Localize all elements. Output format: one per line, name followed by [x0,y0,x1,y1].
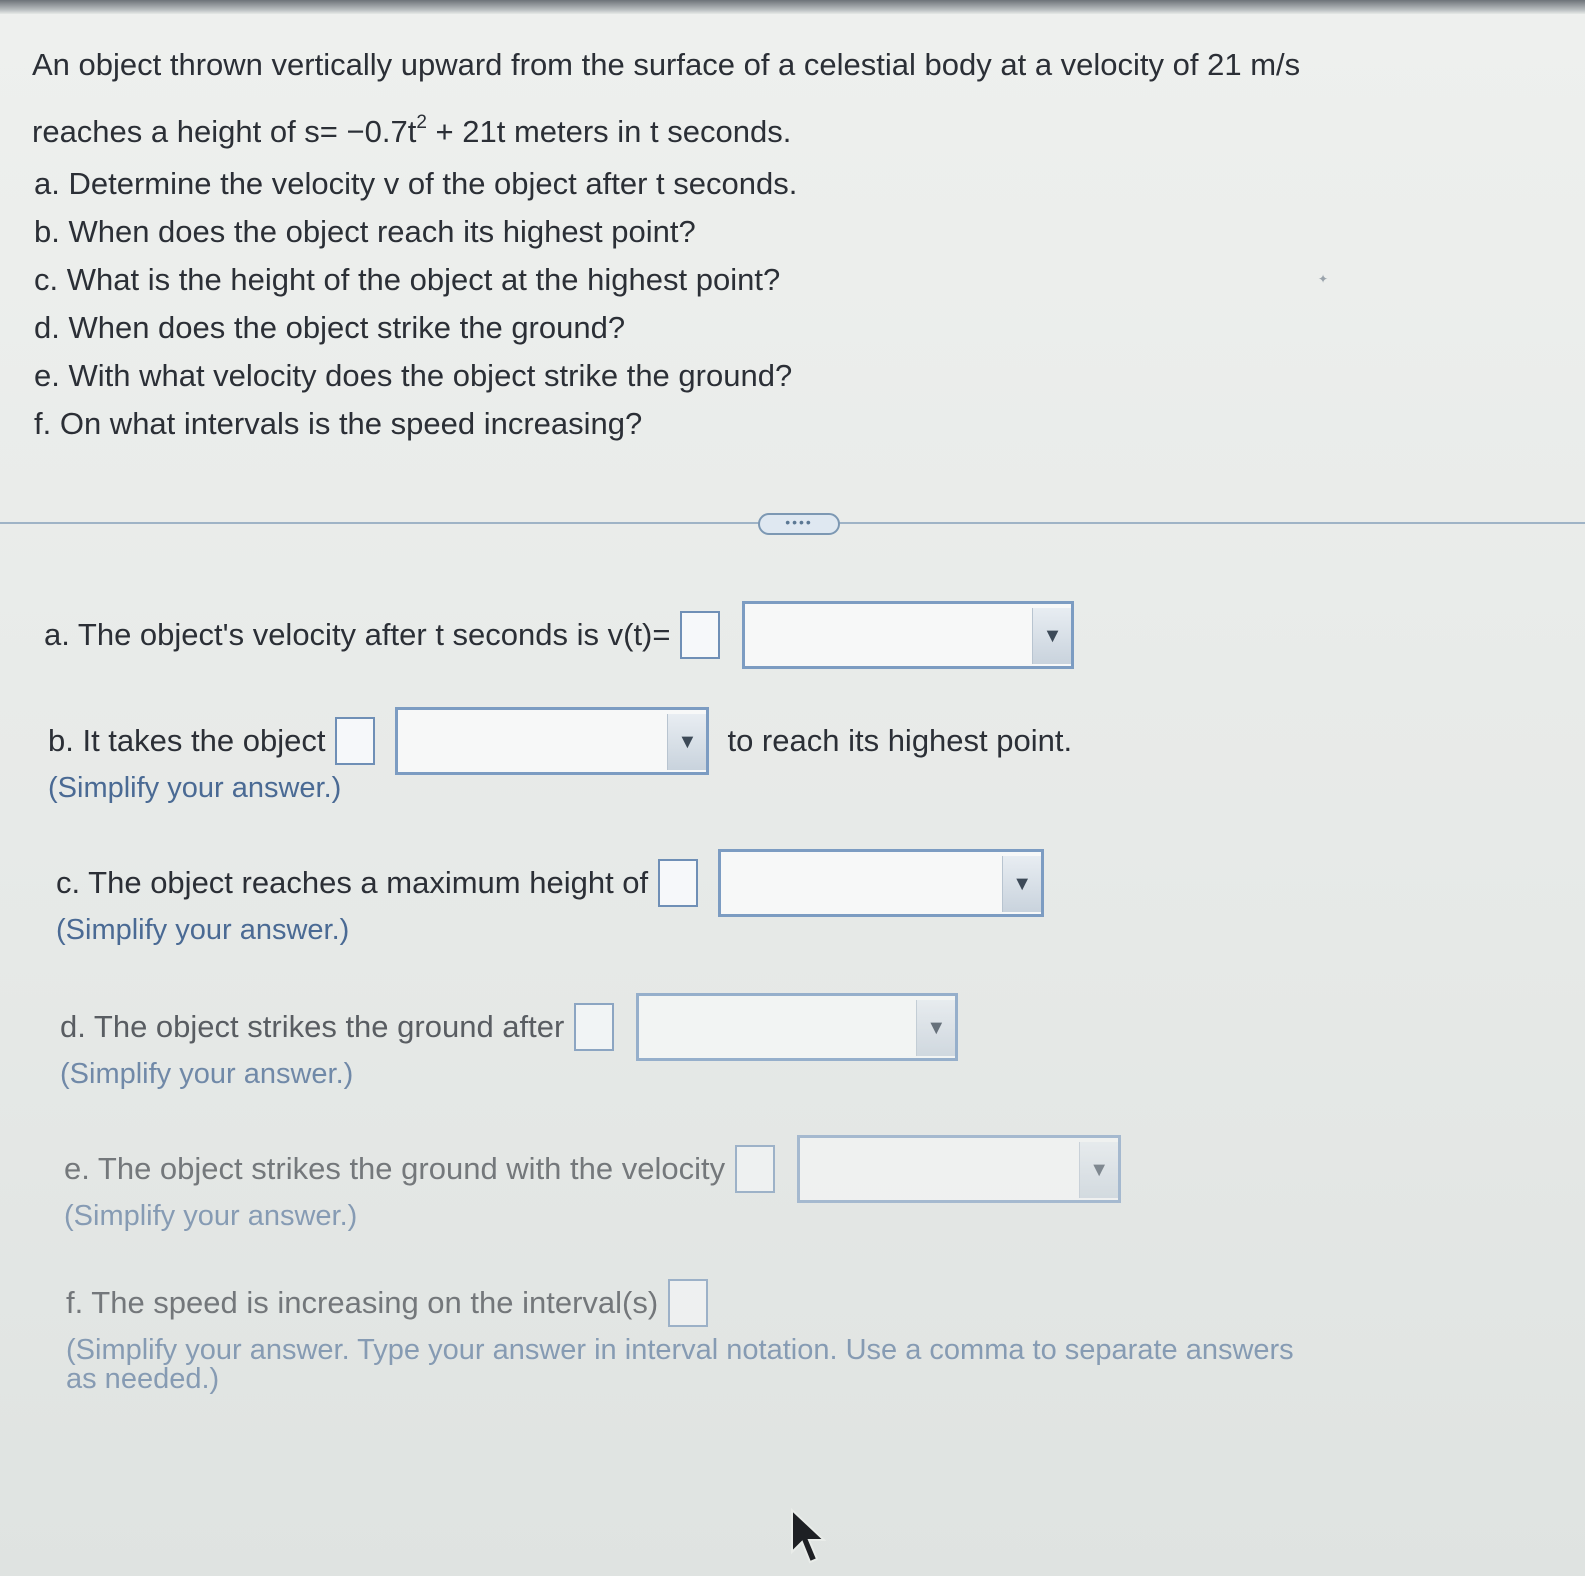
question-part-f: f. On what intervals is the speed increasing? [34,406,643,441]
answer-b-input[interactable] [335,717,375,765]
question-line-1: An object thrown vertically upward from the surface of a celestial body at a velocity of 21 m/s [32,47,1301,82]
answer-d-hint: (Simplify your answer.) [60,1058,354,1090]
mouse-pointer-icon [790,1508,830,1568]
screen-top-edge [0,0,1585,14]
chevron-down-icon: ▼ [1002,856,1041,912]
answer-d [60,992,958,1091]
answer-e-input[interactable] [735,1145,775,1193]
chevron-down-icon: ▼ [667,714,706,770]
chevron-down-icon: ▼ [1079,1142,1118,1198]
answer-f-hint-line-1: (Simplify your answer. Type your answer in interval notation. Use a comma to separate answers [66,1334,1294,1366]
answer-c-units-dropdown[interactable] [718,849,1044,917]
question-part-c: c. What is the height of the object at the highest point? [34,262,781,297]
question-part-a: a. Determine the velocity v of the object after t seconds. [34,166,798,201]
answer-f-hint-line-2: as needed.) [66,1363,220,1395]
answer-b-hint: (Simplify your answer.) [48,772,342,804]
answer-d-label: d. The object strikes the ground after [60,1009,565,1044]
answer-c [56,848,1044,947]
question-part-b: b. When does the object reach its highest point? [34,214,696,249]
answer-d-input[interactable] [574,1003,614,1051]
answer-e-label: e. The object strikes the ground with the velocity [64,1151,726,1186]
answer-f-label: f. The speed is increasing on the interval(s) [66,1285,659,1320]
answer-a-label: a. The object's velocity after t seconds is v(t)= [44,617,671,652]
expand-button[interactable]: •••• [758,513,840,535]
chevron-down-icon: ▼ [1032,608,1071,664]
height-formula-pre: reaches a height of s= −0.7t [32,114,417,149]
answer-e-units-dropdown[interactable] [797,1135,1121,1203]
answer-b-suffix: to reach its highest point. [727,723,1073,758]
answer-f [66,1268,1294,1396]
question-parts-list [34,160,797,448]
answer-c-input[interactable] [658,859,698,907]
answer-b-units-dropdown[interactable] [395,707,709,775]
answer-c-hint: (Simplify your answer.) [56,914,350,946]
chevron-down-icon: ▼ [916,1000,955,1056]
screen-speck: ✦ [1318,272,1329,286]
answer-b-label: b. It takes the object [48,723,326,758]
height-formula-post: + 21t meters in t seconds. [426,114,792,149]
question-part-e: e. With what velocity does the object strike the ground? [34,358,793,393]
question-text [32,36,1562,161]
answer-e-hint: (Simplify your answer.) [64,1200,358,1232]
exponent: 2 [416,112,427,133]
answer-b [48,706,1072,805]
answer-a-units-dropdown[interactable] [742,601,1074,669]
answer-e [64,1134,1121,1233]
answer-c-label: c. The object reaches a maximum height of [56,865,649,900]
answer-d-units-dropdown[interactable] [636,993,958,1061]
answer-a [44,600,1074,670]
answer-f-input[interactable] [668,1279,708,1327]
question-line-2 [32,94,1562,161]
question-part-d: d. When does the object strike the ground? [34,310,626,345]
answer-a-input[interactable] [680,611,720,659]
